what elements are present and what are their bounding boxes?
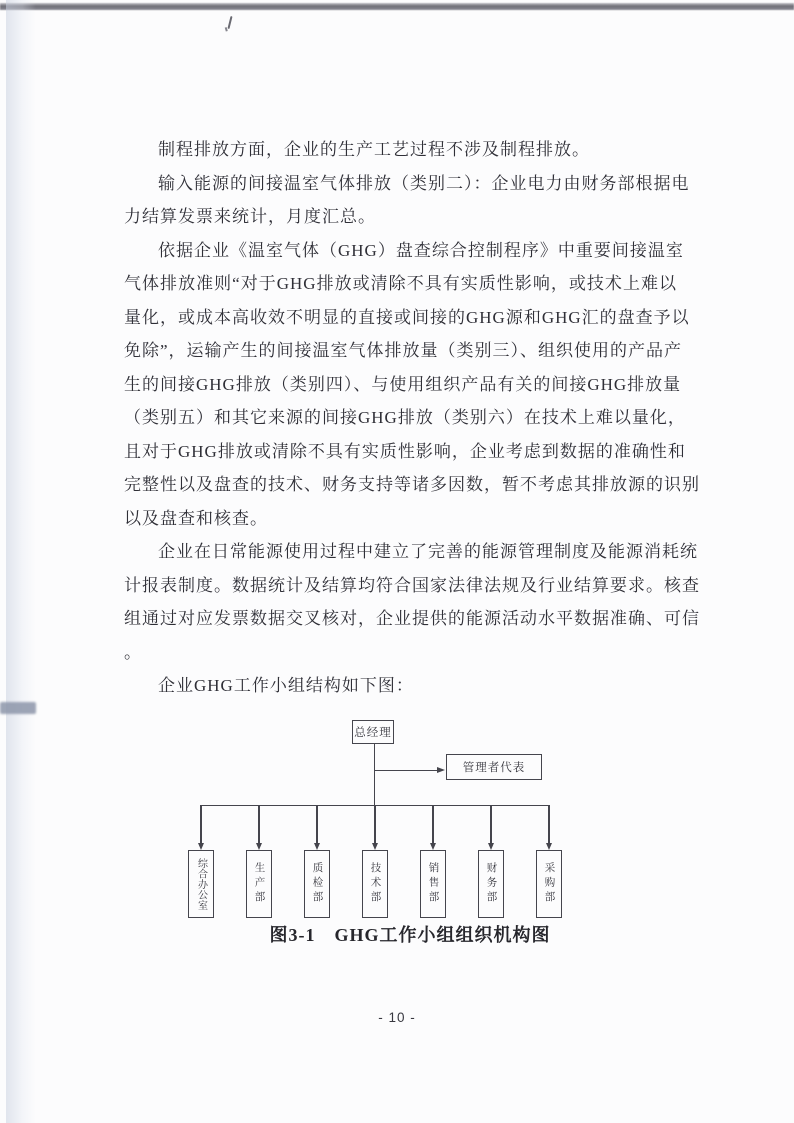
org-branch (304, 805, 330, 918)
org-node-department: 销售部 (420, 850, 446, 918)
org-node-department: 综合办公室 (188, 850, 214, 918)
org-branch (246, 805, 272, 918)
text-line: 企业在日常能源使用过程中建立了完善的能源管理制度及能源消耗统 (158, 542, 698, 561)
org-node-general-manager (352, 720, 394, 744)
org-node-department: 生产部 (246, 850, 272, 918)
org-branch (362, 805, 388, 918)
body-text (124, 133, 700, 703)
connector-drop-line (490, 805, 491, 843)
org-node-label: 总经理 (354, 727, 392, 739)
text-line: 企业GHG工作小组结构如下图： (158, 676, 414, 695)
scan-artifact-top-edge (0, 3, 794, 10)
connector-vertical-line (374, 744, 375, 805)
text-line: 计报表制度。数据统计及结算均符合国家法律法规及行业结算要求。核查 (124, 575, 700, 595)
org-node-department: 财务部 (478, 850, 504, 918)
scan-artifact-left-band (6, 0, 36, 1123)
text-line: 输入能源的间接温室气体排放（类别二）：企业电力由财务部根据电 (158, 173, 690, 193)
scan-artifact-pen-tick (227, 16, 232, 29)
text-line: （类别五）和其它来源的间接GHG排放（类别六）在技术上难以量化， (124, 408, 686, 427)
org-node-label: 管理者代表 (462, 762, 526, 774)
arrowhead-down-icon (198, 843, 204, 850)
text-line: 生的间接GHG排放（类别四）、与使用组织产品有关的间接GHG排放量 (124, 374, 682, 394)
page-number: - 10 - (378, 1010, 416, 1025)
org-node-department: 采购部 (536, 850, 562, 918)
arrowhead-down-icon (314, 843, 320, 850)
connector-drop-line (374, 805, 375, 843)
department-row (188, 805, 562, 918)
arrowhead-down-icon (488, 843, 494, 850)
text-line: 依据企业《温室气体（GHG）盘查综合控制程序》中重要间接温室 (158, 240, 684, 260)
org-node-department: 技术部 (362, 850, 388, 918)
text-line: 组通过对应发票数据交叉核对，企业提供的能源活动水平数据准确、可信 (124, 609, 700, 628)
figure-caption: 图3-1 GHG工作小组组织机构图 (269, 925, 551, 945)
connector-drop-line (316, 805, 317, 843)
connector-drop-line (258, 805, 259, 843)
text-line: 制程排放方面，企业的生产工艺过程不涉及制程排放。 (158, 140, 590, 159)
arrowhead-down-icon (546, 843, 552, 850)
arrowhead-down-icon (372, 843, 378, 850)
arrowhead-down-icon (430, 843, 436, 850)
connector-arrow-right (375, 770, 437, 771)
text-line: 气体排放准则“对于GHG排放或清除不具有实质性影响，或技术上难以 (124, 274, 677, 293)
connector-drop-line (432, 805, 433, 843)
connector-drop-line (200, 805, 201, 843)
text-line: 。 (124, 642, 142, 662)
text-line: 完整性以及盘查的技术、财务支持等诸多因数，暂不考虑其排放源的识别 (124, 475, 700, 494)
connector-drop-line (548, 805, 549, 843)
org-branch (188, 805, 214, 918)
text-line: 量化，或成本高收效不明显的直接或间接的GHG源和GHG汇的盘查予以 (124, 307, 690, 327)
scan-artifact-left-smudge (0, 702, 36, 714)
org-node-management-representative (446, 754, 542, 780)
text-line: 力结算发票来统计，月度汇总。 (124, 207, 376, 226)
org-node-department: 质检部 (304, 850, 330, 918)
org-branch (420, 805, 446, 918)
text-line: 以及盘查和核查。 (124, 508, 268, 528)
org-chart-figure (150, 713, 580, 923)
org-branch (536, 805, 562, 918)
text-line: 且对于GHG排放或清除不具有实质性影响，企业考虑到数据的准确性和 (124, 441, 686, 461)
arrowhead-down-icon (256, 843, 262, 850)
org-branch (478, 805, 504, 918)
text-line: 免除”，运输产生的间接温室气体排放量（类别三）、组织使用的产品产 (124, 341, 683, 360)
